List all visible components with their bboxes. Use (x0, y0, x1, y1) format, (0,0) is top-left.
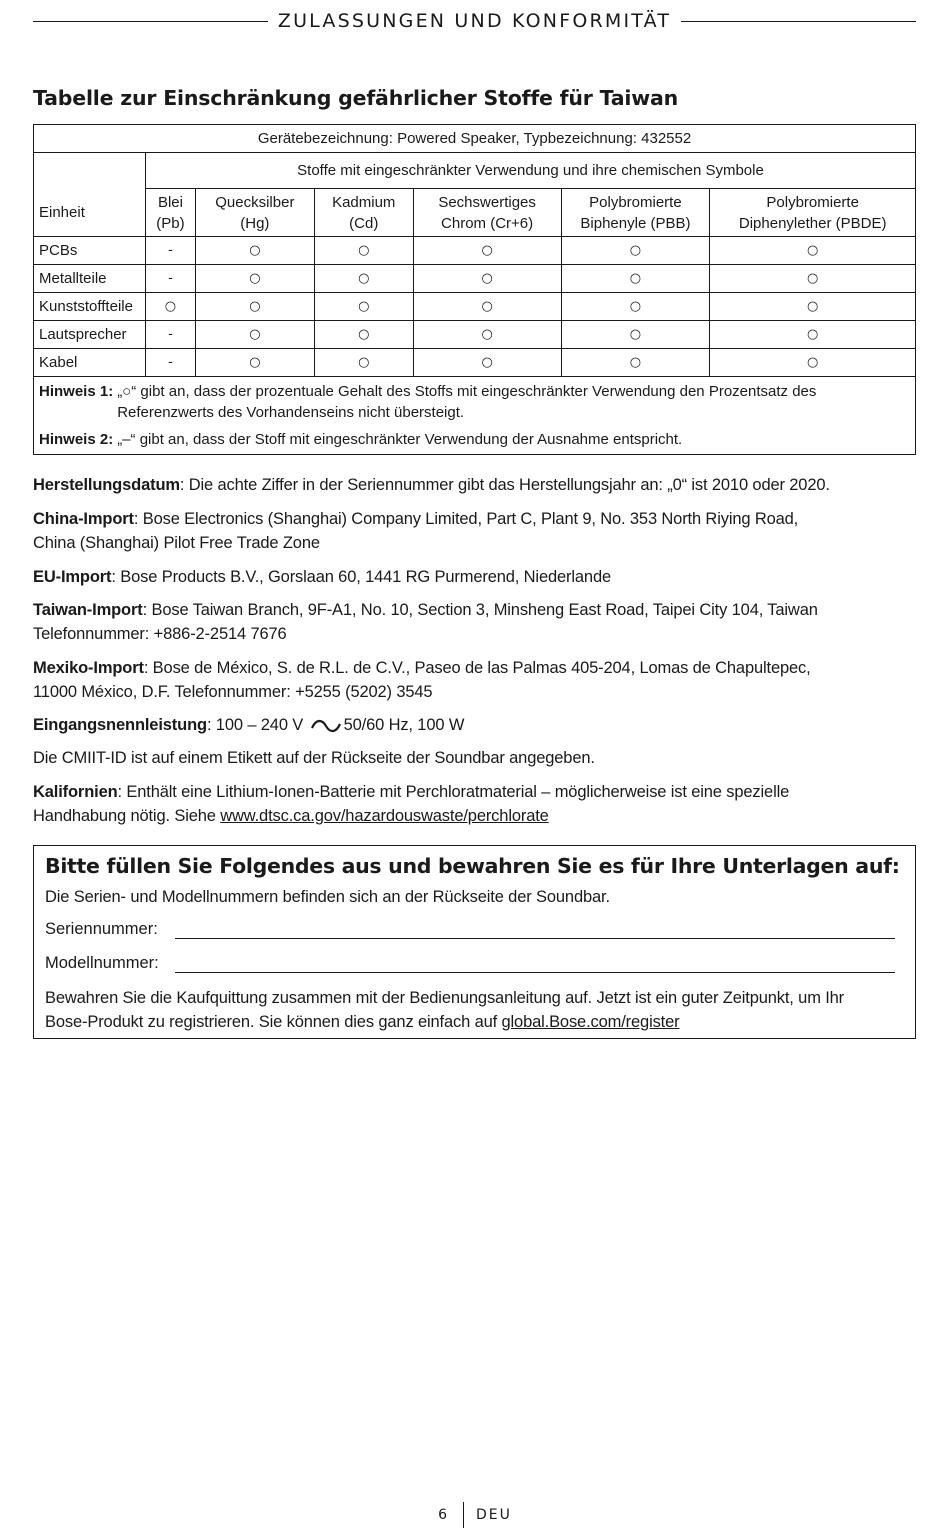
note-2-label: Hinweis 2: (39, 431, 114, 448)
value-cell: ○ (314, 265, 413, 293)
california-text-1: : Enthält eine Lithium-Ionen-Batterie mit Perchloratmaterial – möglicherweise ist eine spezielle (117, 783, 790, 801)
value-cell: ○ (195, 265, 314, 293)
blank-cell (34, 153, 146, 189)
value-cell: ○ (710, 237, 916, 265)
mexico-text-1: : Bose de México, S. de R.L. de C.V., Paseo de las Palmas 405-204, Lomas de Chapultepec, (143, 659, 811, 677)
california-label: Kalifornien (33, 783, 118, 801)
value-cell: ○ (561, 321, 710, 349)
value-cell: ○ (314, 237, 413, 265)
manufacture-text: : Die achte Ziffer in der Seriennummer gibt das Herstellungsjahr an: „0“ ist 2010 oder 2020. (179, 476, 830, 494)
note-1-label: Hinweis 1: (39, 383, 114, 400)
registration-text-1: Bewahren Sie die Kaufquittung zusammen mit der Bedienungsanleitung auf. Jetzt ist ein guter Zeitpunkt, um Ihr (45, 989, 845, 1007)
header-rule-right (681, 21, 916, 22)
unit-cell: Kunststoffteile (34, 293, 146, 321)
california-text-2: Handhabung nötig. Siehe (33, 807, 221, 825)
table-row (34, 237, 916, 265)
california (33, 780, 923, 828)
eu-text: : Bose Products B.V., Gorslaan 60, 1441 RG Purmerend, Niederlande (111, 568, 611, 586)
power-text-b: 50/60 Hz, 100 W (343, 716, 465, 734)
serial-number-field[interactable] (175, 918, 895, 939)
value-cell: ○ (195, 349, 314, 377)
unit-cell: Lautsprecher (34, 321, 146, 349)
table-row (34, 265, 916, 293)
cmiit-text: Die CMIIT-ID ist auf einem Etikett auf der Rückseite der Soundbar angegeben. (33, 749, 595, 767)
page-footer (0, 1500, 950, 1530)
china-text-2: China (Shanghai) Pilot Free Trade Zone (33, 534, 320, 552)
language-code: DEU (476, 1507, 512, 1523)
eu-label: EU-Import (33, 568, 112, 586)
column-header: Polybromierte Biphenyle (PBB) (561, 189, 710, 237)
china-label: China-Import (33, 510, 134, 528)
china-text-1: : Bose Electronics (Shanghai) Company Limited, Part C, Plant 9, No. 353 North Riying Road, (133, 510, 799, 528)
value-cell: ○ (561, 237, 710, 265)
column-header: Polybromierte Diphenylether (PBDE) (710, 189, 916, 237)
unit-header: Einheit (34, 189, 146, 237)
china-import (33, 507, 923, 555)
serial-number-label: Seriennummer: (45, 920, 158, 938)
rohs-table (33, 124, 916, 455)
column-header: Kadmium (Cd) (314, 189, 413, 237)
serial-number-row (45, 918, 895, 939)
value-cell: ○ (710, 321, 916, 349)
ac-wave-icon (310, 718, 342, 734)
registration-text-2: Bose-Produkt zu registrieren. Sie können dies ganz einfach auf (45, 1013, 502, 1031)
perchlorate-link[interactable]: www.dtsc.ca.gov/hazardouswaste/perchlorate (220, 807, 549, 825)
substances-line: Stoffe mit eingeschränkter Verwendung und ihre chemischen Symbole (145, 153, 915, 189)
footer-divider (463, 1502, 464, 1528)
register-link[interactable]: global.Bose.com/register (501, 1013, 680, 1031)
page-number: 6 (438, 1507, 450, 1523)
value-cell: ○ (561, 265, 710, 293)
registration-text (45, 986, 905, 1034)
model-number-label: Modellnummer: (45, 954, 159, 972)
registration-subtitle: Die Serien- und Modellnummern befinden sich an der Rückseite der Soundbar. (45, 888, 610, 906)
power-label: Eingangsnennleistung (33, 716, 207, 734)
page-header (33, 8, 916, 34)
note-1-text: „○“ gibt an, dass der prozentuale Gehalt des Stoffs mit eingeschränkter Verwendung den Prozentsatz des Referenzwerts des Vorhandenseins nicht übersteigt. (117, 383, 817, 421)
value-cell: ○ (314, 349, 413, 377)
value-cell: ○ (195, 321, 314, 349)
value-cell: ○ (314, 293, 413, 321)
column-header: Blei (Pb) (145, 189, 195, 237)
value-cell: ○ (710, 349, 916, 377)
value-cell: ○ (145, 293, 195, 321)
model-number-row (45, 952, 895, 973)
value-cell: ○ (710, 293, 916, 321)
table-row (34, 321, 916, 349)
column-header: Sechswertiges Chrom (Cr+6) (413, 189, 561, 237)
taiwan-text-2: Telefonnummer: +886-2-2514 7676 (33, 625, 287, 643)
table-row (34, 349, 916, 377)
taiwan-import (33, 598, 923, 646)
value-cell: - (145, 237, 195, 265)
mexico-text-2: 11000 México, D.F. Telefonnummer: +5255 (5202) 3545 (33, 683, 433, 701)
registration-title: Bitte füllen Sie Folgendes aus und bewahren Sie es für Ihre Unterlagen auf: (45, 854, 900, 878)
value-cell: ○ (710, 265, 916, 293)
value-cell: - (145, 265, 195, 293)
value-cell: ○ (413, 265, 561, 293)
header-title: ZULASSUNGEN UND KONFORMITÄT (277, 10, 672, 32)
value-cell: ○ (195, 293, 314, 321)
power-text-a: : 100 – 240 V (206, 716, 304, 734)
unit-cell: PCBs (34, 237, 146, 265)
value-cell: ○ (413, 237, 561, 265)
value-cell: ○ (413, 293, 561, 321)
note-1 (39, 381, 910, 423)
value-cell: ○ (195, 237, 314, 265)
table-row (34, 293, 916, 321)
note-2-text: „–“ gibt an, dass der Stoff mit eingeschränkter Verwendung der Ausnahme entspricht. (117, 431, 683, 448)
taiwan-text-1: : Bose Taiwan Branch, 9F-A1, No. 10, Section 3, Minsheng East Road, Taipei City 104, Taiwan (142, 601, 818, 619)
value-cell: ○ (561, 349, 710, 377)
value-cell: - (145, 321, 195, 349)
value-cell: ○ (314, 321, 413, 349)
unit-cell: Metallteile (34, 265, 146, 293)
mexico-import (33, 656, 923, 704)
section-title: Tabelle zur Einschränkung gefährlicher Stoffe für Taiwan (33, 86, 679, 110)
notes-cell (34, 377, 916, 455)
value-cell: ○ (413, 349, 561, 377)
registration-box (33, 845, 916, 1039)
column-header: Quecksilber (Hg) (195, 189, 314, 237)
device-line: Gerätebezeichnung: Powered Speaker, Typbezeichnung: 432552 (34, 125, 916, 153)
power-rating (33, 713, 923, 737)
note-2 (39, 429, 910, 450)
value-cell: - (145, 349, 195, 377)
header-rule-left (33, 21, 268, 22)
manufacture-date (33, 473, 923, 497)
value-cell: ○ (413, 321, 561, 349)
taiwan-label: Taiwan-Import (33, 601, 143, 619)
mexico-label: Mexiko-Import (33, 659, 144, 677)
unit-cell: Kabel (34, 349, 146, 377)
model-number-field[interactable] (175, 952, 895, 973)
value-cell: ○ (561, 293, 710, 321)
manufacture-label: Herstellungsdatum (33, 476, 180, 494)
eu-import (33, 565, 923, 589)
